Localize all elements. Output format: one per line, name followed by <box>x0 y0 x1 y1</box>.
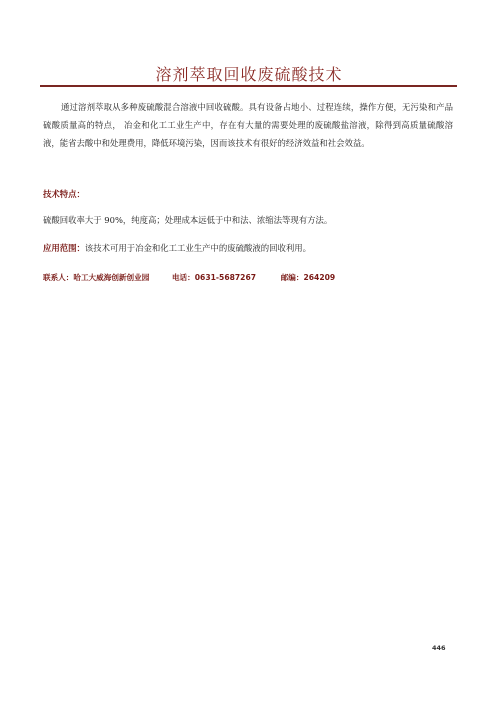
intro-paragraph: 通过溶剂萃取从多种废硫酸混合溶液中回收硫酸。具有设备占地小、过程连续，操作方便，无污染和产品硫酸质量高的特点， 冶金和化工工业生产中，存在有大量的需要处理的废硫酸盐溶液，除得到高质量硫酸溶液，能省去酸中和处理费用，降低环境污染，因而该技术有很好的经济效益和社会效益。 <box>43 102 453 148</box>
application-label: 应用范围： <box>43 243 85 253</box>
features-heading: 技术特点： <box>43 189 85 199</box>
application-line <box>43 241 453 255</box>
document-title: 溶剂萃取回收废硫酸技术 <box>155 65 343 84</box>
page-number: 446 <box>432 644 446 652</box>
contact-person: 联系人：哈工大威海创新创业园 <box>43 273 150 282</box>
contact-phone: 电话：0631-5687267 <box>171 273 257 282</box>
features-text: 硫酸回收率大于 90%，纯度高；处理成本远低于中和法、浓缩法等现有方法。 <box>43 215 333 225</box>
contact-line <box>43 272 335 283</box>
contact-postcode: 邮编：264209 <box>280 273 336 282</box>
title-divider <box>40 85 457 87</box>
application-text: 该技术可用于冶金和化工工业生产中的废硫酸液的回收利用。 <box>84 243 311 253</box>
